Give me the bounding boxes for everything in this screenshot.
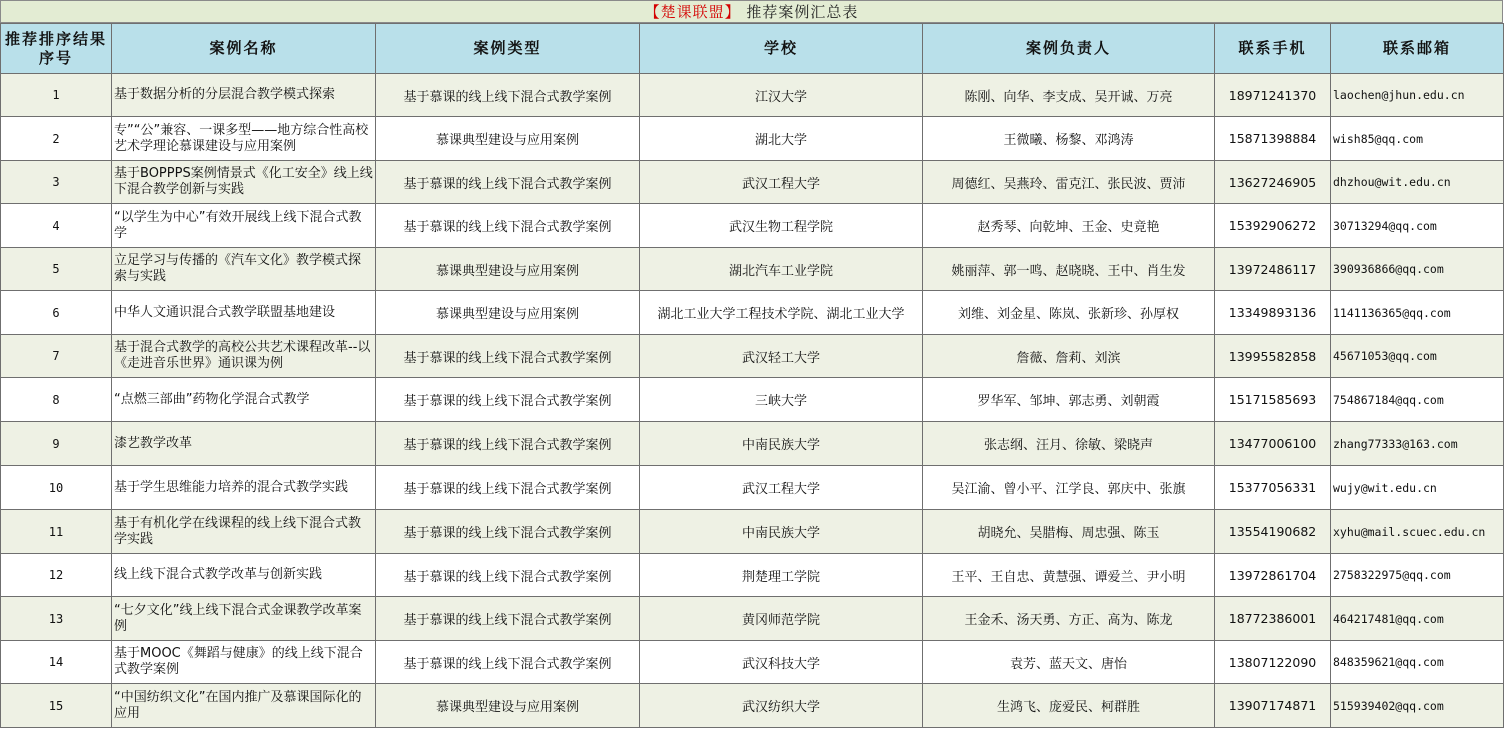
header-case-type[interactable]: 案例类型 [376,24,640,74]
table-row [1,74,1504,117]
cell-case-name[interactable]: 基于学生思维能力培养的混合式教学实践 [112,466,376,510]
cell-case-name[interactable]: “七夕文化”线上线下混合式金课教学改革案例 [112,597,376,641]
table-row [1,117,1504,161]
cell-school[interactable]: 武汉科技大学 [640,641,923,684]
table-row [1,335,1504,378]
table-row [1,641,1504,684]
cell-lead[interactable]: 赵秀琴、向乾坤、王金、史竟艳 [923,204,1215,248]
cell-case-name[interactable]: “中国纺织文化”在国内推广及慕课国际化的应用 [112,684,376,728]
cell-phone[interactable]: 13477006100 [1215,422,1331,466]
cell-case-name[interactable]: 专”“公”兼容、一课多型——地方综合性高校艺术学理论慕课建设与应用案例 [112,117,376,161]
case-table [0,23,1504,728]
cell-email[interactable]: wish85@qq.com [1331,117,1504,161]
cell-email[interactable]: 390936866@qq.com [1331,248,1504,291]
cell-lead[interactable]: 袁芳、蓝天文、唐怡 [923,641,1215,684]
cell-lead[interactable]: 胡晓允、吴腊梅、周忠强、陈玉 [923,510,1215,554]
cell-lead[interactable]: 刘维、刘金星、陈岚、张新珍、孙厚权 [923,291,1215,335]
cell-seq[interactable]: 8 [1,378,112,422]
cell-case-type[interactable]: 基于慕课的线上线下混合式教学案例 [376,378,640,422]
cell-phone[interactable]: 18971241370 [1215,74,1331,117]
sheet-title-accent: 【楚课联盟】 [644,3,741,21]
cell-email[interactable]: xyhu@mail.scuec.edu.cn [1331,510,1504,554]
cell-school[interactable]: 三峡大学 [640,378,923,422]
header-row [1,24,1504,74]
cell-school[interactable]: 湖北汽车工业学院 [640,248,923,291]
cell-school[interactable]: 湖北大学 [640,117,923,161]
cell-case-type[interactable]: 慕课典型建设与应用案例 [376,248,640,291]
cell-school[interactable]: 武汉轻工大学 [640,335,923,378]
cell-case-type[interactable]: 基于慕课的线上线下混合式教学案例 [376,466,640,510]
cell-seq[interactable]: 11 [1,510,112,554]
cell-case-type[interactable]: 基于慕课的线上线下混合式教学案例 [376,161,640,204]
cell-phone[interactable]: 15377056331 [1215,466,1331,510]
table-row [1,510,1504,554]
cell-case-name[interactable]: 基于混合式教学的高校公共艺术课程改革--以《走进音乐世界》通识课为例 [112,335,376,378]
cell-phone[interactable]: 15392906272 [1215,204,1331,248]
cell-lead[interactable]: 生鸿飞、庞爱民、柯群胜 [923,684,1215,728]
table-row [1,422,1504,466]
cell-lead[interactable]: 王微曦、杨黎、邓鸿涛 [923,117,1215,161]
cell-phone[interactable]: 13349893136 [1215,291,1331,335]
cell-school[interactable]: 武汉纺织大学 [640,684,923,728]
cell-phone[interactable]: 13907174871 [1215,684,1331,728]
cell-seq[interactable]: 12 [1,554,112,597]
cell-email[interactable]: wujy@wit.edu.cn [1331,466,1504,510]
cell-email[interactable]: 45671053@qq.com [1331,335,1504,378]
cell-case-name[interactable]: “以学生为中心”有效开展线上线下混合式教学 [112,204,376,248]
cell-case-name[interactable]: “点燃三部曲”药物化学混合式教学 [112,378,376,422]
cell-school[interactable]: 武汉生物工程学院 [640,204,923,248]
table-row [1,466,1504,510]
cell-seq[interactable]: 4 [1,204,112,248]
cell-case-type[interactable]: 基于慕课的线上线下混合式教学案例 [376,554,640,597]
cell-case-type[interactable]: 基于慕课的线上线下混合式教学案例 [376,597,640,641]
cell-seq[interactable]: 3 [1,161,112,204]
cell-lead[interactable]: 张志纲、汪月、徐敏、梁晓声 [923,422,1215,466]
cell-school[interactable]: 武汉工程大学 [640,466,923,510]
cell-email[interactable]: dhzhou@wit.edu.cn [1331,161,1504,204]
cell-case-name[interactable]: 基于数据分析的分层混合教学模式探索 [112,74,376,117]
cell-email[interactable]: 464217481@qq.com [1331,597,1504,641]
cell-seq[interactable]: 1 [1,74,112,117]
cell-case-name[interactable]: 中华人文通识混合式教学联盟基地建设 [112,291,376,335]
cell-case-name[interactable]: 立足学习与传播的《汽车文化》教学模式探索与实践 [112,248,376,291]
cell-case-type[interactable]: 慕课典型建设与应用案例 [376,117,640,161]
cell-lead[interactable]: 吴江渝、曾小平、江学良、郭庆中、张旗 [923,466,1215,510]
cell-seq[interactable]: 6 [1,291,112,335]
cell-lead[interactable]: 周德红、吴燕玲、雷克江、张民波、贾沛 [923,161,1215,204]
cell-school[interactable]: 江汉大学 [640,74,923,117]
cell-school[interactable]: 中南民族大学 [640,422,923,466]
cell-case-type[interactable]: 基于慕课的线上线下混合式教学案例 [376,204,640,248]
cell-school[interactable]: 武汉工程大学 [640,161,923,204]
cell-seq[interactable]: 5 [1,248,112,291]
cell-phone[interactable]: 13627246905 [1215,161,1331,204]
cell-seq[interactable]: 14 [1,641,112,684]
cell-phone[interactable]: 18772386001 [1215,597,1331,641]
cell-case-name[interactable]: 基于BOPPPS案例情景式《化工安全》线上线下混合教学创新与实践 [112,161,376,204]
cell-school[interactable]: 湖北工业大学工程技术学院、湖北工业大学 [640,291,923,335]
table-row [1,684,1504,728]
cell-phone[interactable]: 13554190682 [1215,510,1331,554]
table-row [1,161,1504,204]
cell-case-name[interactable]: 线上线下混合式教学改革与创新实践 [112,554,376,597]
cell-school[interactable]: 黄冈师范学院 [640,597,923,641]
cell-email[interactable]: 754867184@qq.com [1331,378,1504,422]
cell-lead[interactable]: 姚丽萍、郭一鸣、赵晓晓、王中、肖生发 [923,248,1215,291]
cell-email[interactable]: 2758322975@qq.com [1331,554,1504,597]
cell-seq[interactable]: 9 [1,422,112,466]
cell-lead[interactable]: 陈刚、向华、李支成、吴开诚、万亮 [923,74,1215,117]
sheet-title[interactable] [0,0,1503,23]
cell-phone[interactable]: 13972486117 [1215,248,1331,291]
cell-case-name[interactable]: 基于MOOC《舞蹈与健康》的线上线下混合式教学案例 [112,641,376,684]
cell-lead[interactable]: 王平、王自忠、黄慧强、谭爱兰、尹小明 [923,554,1215,597]
cell-email[interactable]: 1141136365@qq.com [1331,291,1504,335]
cell-seq[interactable]: 15 [1,684,112,728]
table-row [1,291,1504,335]
table-row [1,378,1504,422]
cell-case-name[interactable]: 基于有机化学在线课程的线上线下混合式教学实践 [112,510,376,554]
cell-school[interactable]: 荆楚理工学院 [640,554,923,597]
cell-case-type[interactable]: 基于慕课的线上线下混合式教学案例 [376,510,640,554]
table-row [1,597,1504,641]
header-school[interactable]: 学校 [640,24,923,74]
cell-lead[interactable]: 詹薇、詹莉、刘滨 [923,335,1215,378]
sheet-title-text: 推荐案例汇总表 [746,3,859,21]
cell-email[interactable]: laochen@jhun.edu.cn [1331,74,1504,117]
header-phone[interactable]: 联系手机 [1215,24,1331,74]
header-lead[interactable]: 案例负责人 [923,24,1215,74]
table-row [1,248,1504,291]
cell-lead[interactable]: 王金禾、汤天勇、方正、高为、陈龙 [923,597,1215,641]
cell-phone[interactable]: 13807122090 [1215,641,1331,684]
cell-seq[interactable]: 13 [1,597,112,641]
cell-case-type[interactable]: 基于慕课的线上线下混合式教学案例 [376,74,640,117]
cell-case-name[interactable]: 漆艺教学改革 [112,422,376,466]
header-email[interactable]: 联系邮箱 [1331,24,1504,74]
cell-case-type[interactable]: 基于慕课的线上线下混合式教学案例 [376,641,640,684]
cell-school[interactable]: 中南民族大学 [640,510,923,554]
cell-email[interactable]: 848359621@qq.com [1331,641,1504,684]
cell-case-type[interactable]: 慕课典型建设与应用案例 [376,684,640,728]
cell-lead[interactable]: 罗华军、邹坤、郭志勇、刘朝霞 [923,378,1215,422]
cell-case-type[interactable]: 基于慕课的线上线下混合式教学案例 [376,422,640,466]
cell-seq[interactable]: 7 [1,335,112,378]
header-case-name[interactable]: 案例名称 [112,24,376,74]
cell-email[interactable]: 30713294@qq.com [1331,204,1504,248]
cell-seq[interactable]: 2 [1,117,112,161]
table-row [1,204,1504,248]
cell-phone[interactable]: 15871398884 [1215,117,1331,161]
header-seq[interactable]: 推荐排序结果序号 [1,24,112,74]
cell-phone[interactable]: 13972861704 [1215,554,1331,597]
cell-email[interactable]: zhang77333@163.com [1331,422,1504,466]
cell-case-type[interactable]: 慕课典型建设与应用案例 [376,291,640,335]
cell-email[interactable]: 515939402@qq.com [1331,684,1504,728]
cell-seq[interactable]: 10 [1,466,112,510]
cell-phone[interactable]: 13995582858 [1215,335,1331,378]
cell-phone[interactable]: 15171585693 [1215,378,1331,422]
table-row [1,554,1504,597]
cell-case-type[interactable]: 基于慕课的线上线下混合式教学案例 [376,335,640,378]
